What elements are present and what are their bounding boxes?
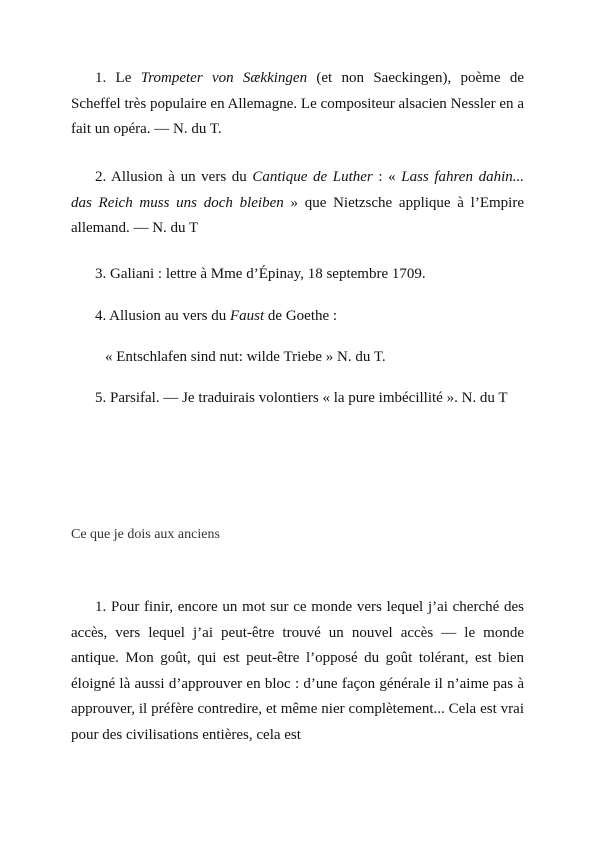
footnote-4-work: Faust <box>230 308 265 324</box>
section-heading: Ce que je dois aux anciens <box>71 527 220 542</box>
footnote-2-verse: Lass fahren dahin... das Reich muss uns doch bleiben <box>71 169 524 211</box>
footnote-2 <box>71 165 524 242</box>
footnote-1-title: Trompeter von Sækkingen <box>140 70 308 86</box>
footnote-4-text: de Goethe : <box>264 308 338 324</box>
footnote-2-text: » que Nietzsche applique à l’Empire allemand. — N. du T <box>71 194 524 236</box>
footnote-1-text: (et non Saeckingen), poème de Scheffel très populaire en Allemagne. Le compositeur alsacien Nessler en a fait un opéra. — N. du T. <box>71 70 524 137</box>
footnote-5: 5. Parsifal. — Je traduirais volontiers « la pure imbécillité ». N. du T <box>95 390 508 406</box>
footnote-2-work: Cantique de Luther <box>252 169 373 185</box>
footnote-2-lead: 2. Allusion à un vers du <box>95 169 253 185</box>
footnote-3: 3. Galiani : lettre à Mme d’Épinay, 18 septembre 1709. <box>95 266 426 282</box>
footnote-4-quote: « Entschlafen sind nut: wilde Triebe » N. du T. <box>105 349 386 365</box>
footnote-4 <box>71 304 524 330</box>
footnote-1 <box>71 66 524 143</box>
footnote-1-lead: 1. Le <box>95 70 141 86</box>
footnote-4-lead: 4. Allusion au vers du <box>95 308 230 324</box>
footnote-2-punct: : « <box>372 169 402 185</box>
section-paragraph-1: 1. Pour finir, encore un mot sur ce monde vers lequel j’ai cherché des accès, vers lequel j’ai peut-être trouvé un nouvel accès — le monde antique. Mon goût, qui est peut-être l’opposé du goût tolérant, est bien éloigné là aussi d’approuver en bloc : d’une façon générale il n’aime pas à approuver, il préfère contredire, et même nier complètement... Cela est vrai pour des civilisations entières, cela est <box>71 599 524 743</box>
